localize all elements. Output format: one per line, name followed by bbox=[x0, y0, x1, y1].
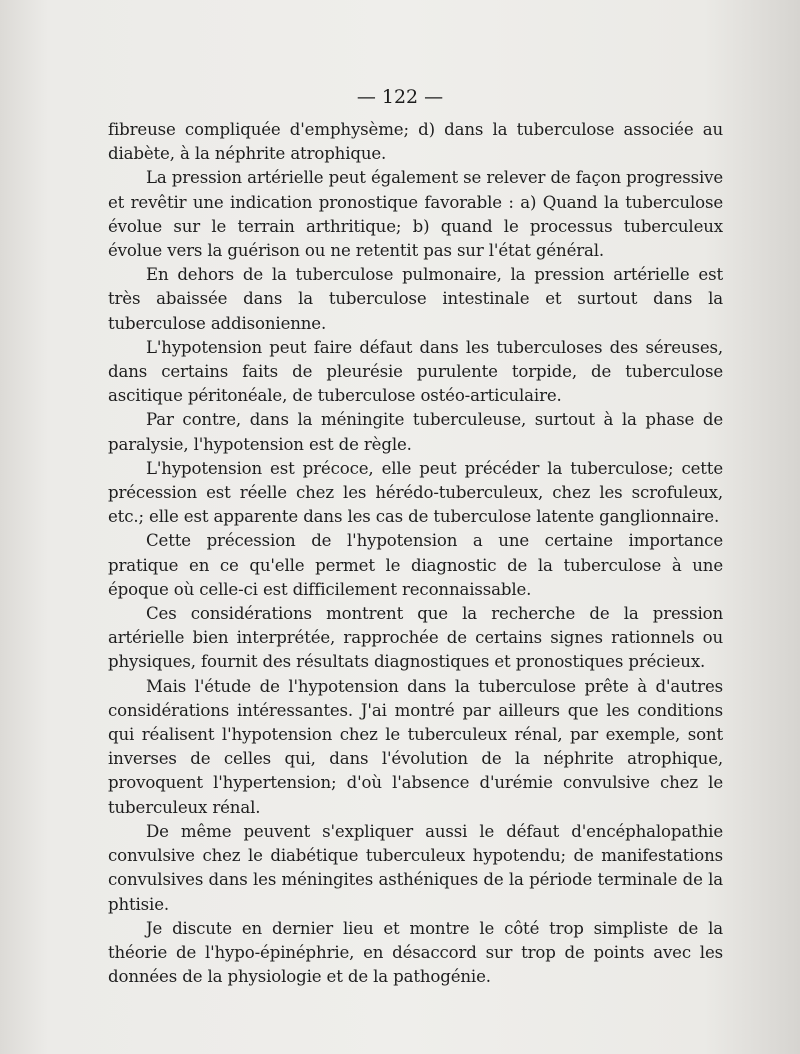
paragraph: L'hypotension peut faire défaut dans les tuberculoses des séreuses, dans certains faits de pleurésie purulente torpide, de tuberculose ascitique péritonéale, de tuberculose ostéo-articulaire. bbox=[108, 337, 723, 406]
paragraph: De même peuvent s'expliquer aussi le défaut d'encéphalopathie convulsive chez le diabétique tuberculeux hypotendu; de manifestations convulsives dans les méningites asthéniques de la période terminale de la phtisie. bbox=[108, 821, 723, 914]
page-number: — 122 — bbox=[356, 86, 444, 108]
paragraph: L'hypotension est précoce, elle peut précéder la tuberculose; cette précession est réelle chez les hérédo-tuberculeux, chez les scrofuleux, etc.; elle est apparente dans les cas de tuberculose latente ganglionnaire. bbox=[108, 458, 723, 527]
paragraph: En dehors de la tuberculose pulmonaire, la pression artérielle est très abaissée dans la tuberculose intestinale et surtout dans la tuberculose addisonienne. bbox=[108, 265, 723, 333]
paragraph: Ces considérations montrent que la recherche de la pression artérielle bien interprétée, rapprochée de certains signes rationnels ou physiques, fournit des résultats diagnostiques et pronostiques précieux. bbox=[108, 604, 723, 672]
paragraph: Mais l'étude de l'hypotension dans la tuberculose prête à d'autres considérations intéressantes. J'ai montré par ailleurs que les conditions qui réalisent l'hypotension chez le tuberculeux rénal, par exemple, sont inverses de celles qui, dans l'évolution de la néphrite atrophique, provoquent l'hypertension; d'où l'absence d'urémie convulsive chez le tuberculeux rénal. bbox=[108, 676, 723, 817]
paragraph: Je discute en dernier lieu et montre le côté trop simpliste de la théorie de l'hypo-épinéphrie, en désaccord sur trop de points avec les données de la physiologie et de la pathogénie. bbox=[108, 918, 723, 987]
paragraph: Cette précession de l'hypotension a une certaine importance pratique en ce qu'elle permet le diagnostic de la tuberculose à une époque où celle-ci est difficilement reconnaissable. bbox=[108, 531, 723, 599]
paragraph: Par contre, dans la méningite tuberculeuse, surtout à la phase de paralysie, l'hypotension est de règle. bbox=[108, 410, 723, 454]
paragraph: La pression artérielle peut également se relever de façon progressive et revêtir une indication pronostique favorable : a) Quand la tuberculose évolue sur le terrain arthritique; b) quand le processus tuberculeux évolue vers la guérison ou ne retentit pas sur l'état général. bbox=[108, 168, 723, 261]
paragraph: fibreuse compliquée d'emphysème; d) dans la tuberculose associée au diabète, à la néphrite atrophique. bbox=[108, 120, 723, 164]
body-text bbox=[108, 118, 723, 989]
